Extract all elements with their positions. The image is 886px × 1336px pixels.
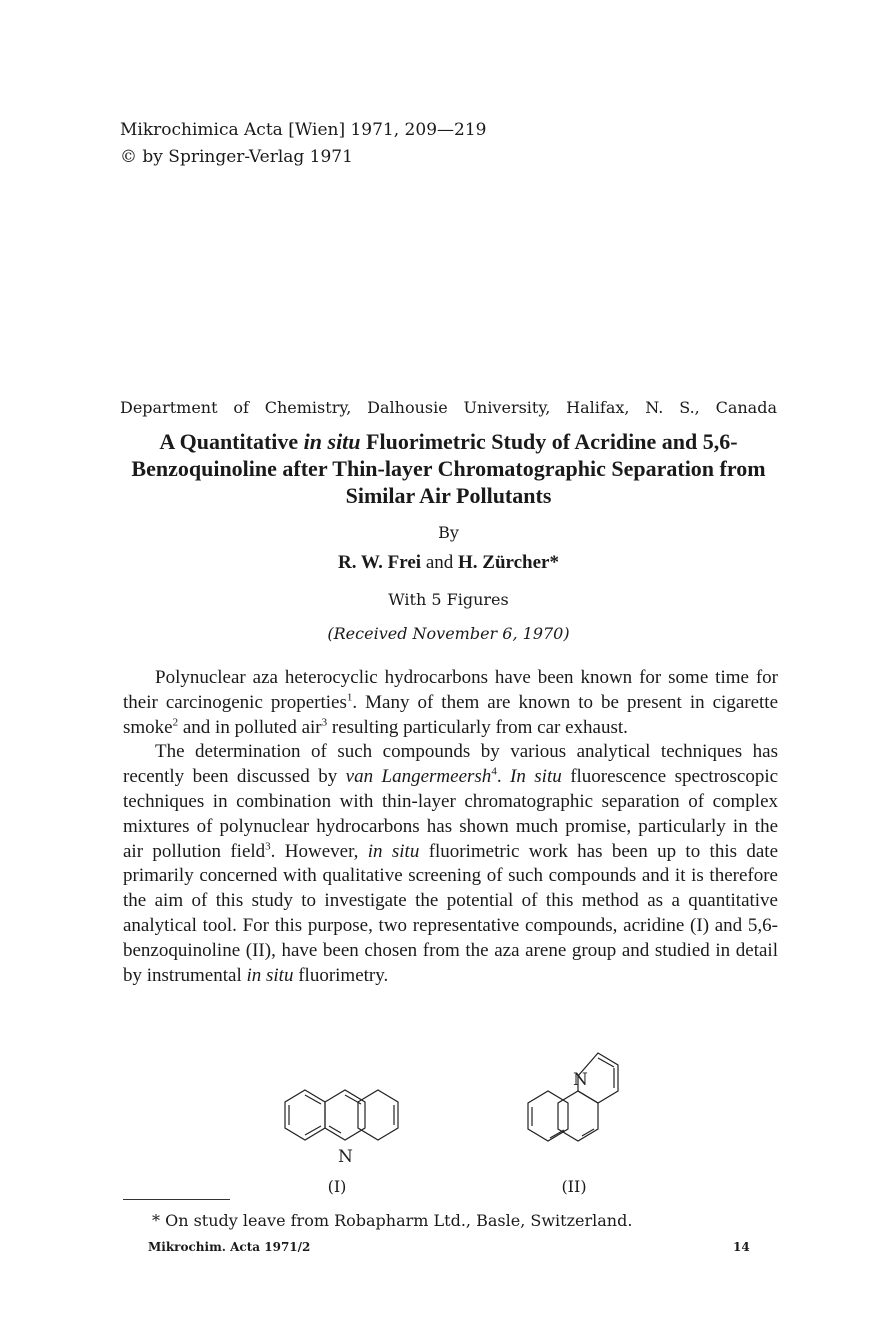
- paragraph-1: [123, 666, 778, 740]
- benzoquinoline-nitrogen: N: [573, 1070, 588, 1090]
- p2-text-3: fluorescence spectroscopic techniques in combination with thin-layer chromatographic separation of complex mixtures of polynuclear hydrocarbons has shown much promise, particularly in the air pollution field: [123, 766, 779, 862]
- p2-italic-1: In situ: [510, 766, 562, 788]
- figures-note: With 5 Figures: [388, 590, 509, 609]
- p1-text-4: resulting particularly from car exhaust.: [327, 716, 628, 738]
- p2-text-4: . However,: [270, 840, 368, 862]
- ref-4[interactable]: 4: [491, 765, 497, 778]
- footnote-divider: [123, 1199, 230, 1200]
- benzoquinoline-structure: [522, 1050, 626, 1172]
- affiliation: Department of Chemistry, Dalhousie University, Halifax, N. S., Canada: [120, 398, 777, 417]
- ref-2[interactable]: 2: [172, 716, 179, 729]
- benzoquinoline-bonds: [528, 1053, 618, 1141]
- footnote: * On study leave from Robapharm Ltd., Basle, Switzerland.: [152, 1211, 633, 1230]
- title-part-1: A Quantitative: [159, 429, 304, 454]
- benzoquinoline-label: (II): [561, 1177, 587, 1196]
- ref-1[interactable]: 1: [346, 691, 353, 704]
- p2-text-2: .: [496, 766, 511, 788]
- acridine-nitrogen: N: [338, 1147, 353, 1167]
- author-2: H. Zürcher*: [458, 552, 559, 573]
- p2-italic-3: in situ: [246, 964, 294, 986]
- p2-text-5: fluorimetric work has been up to this date primarily concerned with qualitative screening of such compounds and it is therefore the aim of this study to investigate the potential of this method as a quantitative analytical tool. For this purpose, two representative compounds, acridine (I) and 5,6-benzoquinoline (II), have been chosen from the aza arene group and studied in detail by instrumental: [123, 840, 779, 986]
- p2-italic-2: in situ: [367, 840, 420, 862]
- title-part-2: Fluorimetric Study of Acridine and 5,6-Benzoquinoline after Thin-layer Chromatographic Separation from Similar Air Pollutants: [131, 429, 766, 508]
- p2-text-1: The determination of such compounds by various analytical techniques has recently been discussed by: [123, 741, 778, 788]
- p1-text-3: and in polluted air: [178, 716, 322, 738]
- copyright-line: © by Springer-Verlag 1971: [120, 147, 353, 167]
- ref-3[interactable]: 3: [321, 716, 328, 729]
- authors: [0, 552, 886, 574]
- by-line: By: [438, 523, 459, 542]
- received-date: (Received November 6, 1970): [327, 624, 570, 643]
- acridine-structure: [276, 1085, 402, 1170]
- title-italic: in situ: [303, 429, 361, 454]
- ref-3b[interactable]: 3: [265, 840, 271, 853]
- p1-text-1: Polynuclear aza heterocyclic hydrocarbons have been known for some time for their carcinogenic properties: [123, 667, 778, 713]
- acridine-label: (I): [327, 1177, 347, 1196]
- p2-text-6: fluorimetry.: [293, 964, 389, 986]
- paper-title: [100, 428, 797, 509]
- article-body: [123, 666, 778, 988]
- p2-author-name: van Langermeersh: [345, 766, 492, 788]
- journal-citation: Mikrochimica Acta [Wien] 1971, 209—219: [120, 120, 487, 140]
- journal-header: [120, 117, 486, 171]
- page-number: 14: [733, 1240, 750, 1254]
- authors-and: and: [421, 552, 458, 573]
- p1-text-2: . Many of them are known to be present in cigarette smoke: [123, 691, 778, 738]
- author-1: R. W. Frei: [338, 552, 422, 573]
- footer-journal: Mikrochim. Acta 1971/2: [148, 1240, 311, 1254]
- acridine-bonds: [285, 1090, 398, 1140]
- paragraph-2: [123, 740, 778, 988]
